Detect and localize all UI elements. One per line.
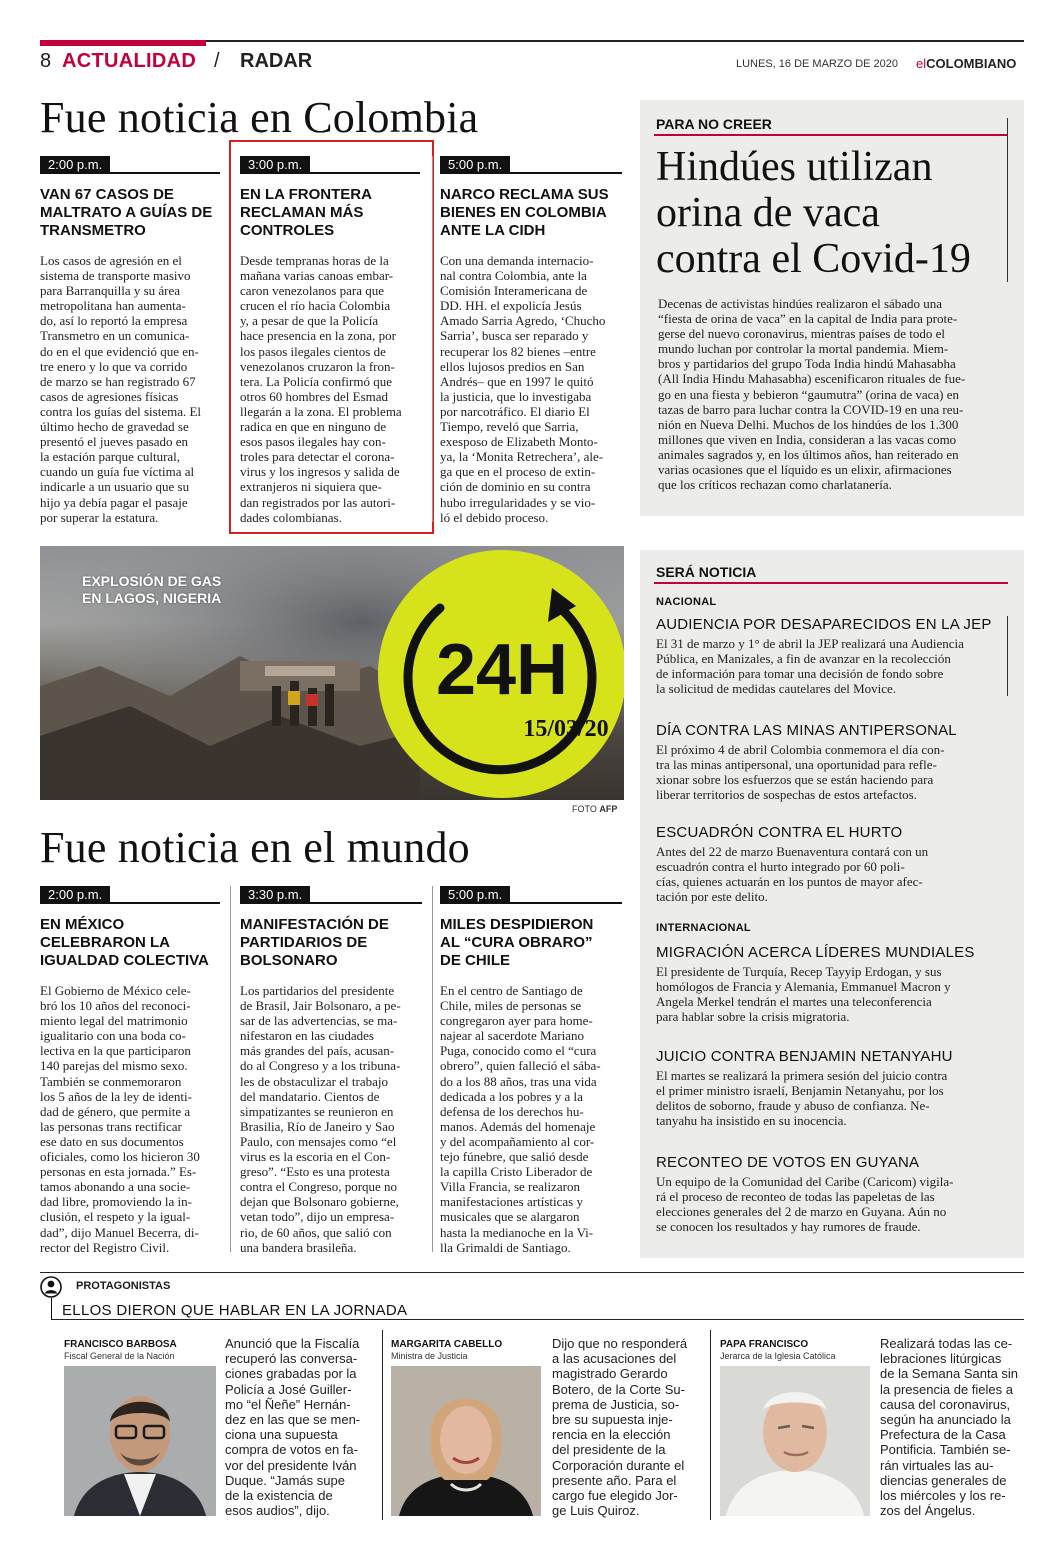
explosion-photo (40, 546, 624, 800)
feature-body: Decenas de activistas hindúes realizaron el sábado una “fiesta de orina de vaca” en la capital de India para prote- gerse del nuevo coronavirus, mientras países de todo el mundo luchan por controlar la mortal pandemia. Miem- bros y partidarios del grupo Toda India hindú Mahasabha (All India Hindu Mahasabha) escenificaron rituales de fue- go en una fiesta y bebieron “gaumutra” (orina de vaca) en tazas de barro para luchar contra la COVID-19 en una reu- nión en Nueva Delhi. Muchos de los hindúes de los 1.300 millones que viven en India, consideran a las vacas como animales sagrados y, en los últimos años, han reiterado en varias ocasiones que el líquido es un elixir, afirmaciones que los críticos rechazan como charlatanería. (658, 296, 966, 493)
column-rule (432, 156, 433, 522)
sera-item-1 (656, 616, 1012, 696)
time-underline (310, 172, 420, 174)
badge-date: 15/03/20 (523, 716, 609, 742)
news-headline: MILES DESPIDIERON AL “CURA OBRARO” DE CHILE (440, 916, 594, 969)
protagonistas-rule (51, 1319, 1024, 1320)
person-photo (64, 1366, 216, 1516)
box-vertical-rule (1007, 118, 1008, 282)
person-photo (720, 1366, 870, 1516)
24h-badge (370, 550, 624, 800)
news-body: El Gobierno de México cele- bró los 10 años del reconoci- miento legal del matrimonio igualitario con una boda co- lectiva en la que participaron 140 parejas del mismo sexo. También se conmemoraron los 5 años de la ley de identi- dad de género, que permite a las personas trans rectificar ese dato en sus documentos oficiales, como los hicieron 30 personas en esta jornada.” Es- tamos abonando a una socie- dad libre, promoviendo la in- clusión, el respeto y la igual- dad”, dijo Manuel Becerra, di- rector del Registro Civil. (40, 983, 200, 1255)
time-label: 3:00 p.m. (240, 156, 310, 174)
kicker-rule (654, 134, 1008, 136)
time-label: 5:00 p.m. (440, 886, 510, 904)
person-statement: Anunció que la Fiscalía recuperó las conversa- ciones grabadas por la Policía a José Guiller- mo “el Ñeñe” Hernán- dez en las que se men- ciona una supuesta compra de votos en fa- vor del presidente Iván Duque. “Jamás supe de la existencia de esos audios”, dijo. (225, 1336, 361, 1519)
colombia-title: Fue noticia en Colombia (40, 93, 479, 142)
column-rule (710, 1330, 711, 1520)
photo-caption: EXPLOSIÓN DE GAS EN LAGOS, NIGERIA (82, 573, 222, 606)
news-headline: VAN 67 CASOS DE MALTRATO A GUÍAS DE TRANSMETRO (40, 186, 213, 239)
time-label: 2:00 p.m. (40, 886, 110, 904)
box-kicker: PARA NO CREER (656, 116, 772, 132)
upcoming-headline: ESCUADRÓN CONTRA EL HURTO (656, 824, 903, 841)
column-rule (230, 886, 231, 1252)
news-headline: EN LA FRONTERA RECLAMAN MÁS CONTROLES (240, 186, 372, 239)
protagonistas-subtitle: ELLOS DIERON QUE HABLAR EN LA JORNADA (62, 1302, 408, 1319)
upcoming-headline: AUDIENCIA POR DESAPARECIDOS EN LA JEP (656, 616, 992, 633)
feature-title: Hindúes utilizan orina de vaca contra el Covid-19 (656, 144, 971, 282)
upcoming-body: El presidente de Turquía, Recep Tayyip Erdogan, y sus homólogos de Francia y Alemania, Emmanuel Macron y Angela Merkel tendrán el martes una teleconferencia para hablar sobre la crisis migratoria. (656, 964, 951, 1025)
person-icon (40, 1276, 62, 1298)
protagonistas-connector (51, 1298, 52, 1320)
issue-date: LUNES, 16 DE MARZO DE 2020 (736, 58, 899, 70)
column-rule (432, 886, 433, 1252)
time-underline (110, 902, 220, 904)
top-accent-bar (40, 40, 206, 46)
para-no-creer-box (640, 100, 1024, 516)
upcoming-body: El próximo 4 de abril Colombia conmemora el día con- tra las minas antipersonal, una oportunidad para refle- xionar sobre los esfuerzos que se están haciendo para liberar territorios de sospechas de estos artefactos. (656, 742, 945, 803)
nacional-label: NACIONAL (656, 596, 717, 608)
protagonistas-top-rule (40, 1272, 1024, 1273)
person-name: PAPA FRANCISCO (720, 1339, 809, 1350)
upcoming-body: El martes se realizará la primera sesión del juicio contra el primer ministro israelí, Benjamin Netanyahu, por los delitos de soborno, fraude y abuso de confianza. Ne- tanyahu ha insistido en su inocencia. (656, 1068, 948, 1129)
mundo-item-3 (440, 886, 622, 1255)
time-underline (510, 902, 622, 904)
section-name: ACTUALIDAD (62, 50, 197, 72)
box-kicker: SERÁ NOTICIA (656, 564, 757, 580)
kicker-rule (654, 582, 1008, 584)
sera-item-2 (656, 722, 1012, 802)
news-headline: MANIFESTACIÓN DE PARTIDARIOS DE BOLSONARO (240, 916, 389, 969)
person-statement: Realizará todas las ce- lebraciones litúrgicas de la Semana Santa sin la presencia de fieles a causa del coronavirus, según ha anunciado la Prefectura de la Casa Pontificia. También se- rán virtuales las au- diencias generales de los miércoles y los re- zos del Ángelus. (880, 1336, 1019, 1519)
person-role: Ministra de Justicia (391, 1351, 468, 1361)
person-statement: Dijo que no responderá a las acusaciones del magistrado Gerardo Botero, de la Corte Su- prema de Justicia, so- bre su supuesta inje- rencia en la elección del presidente de la Corporación durante el presente año. Para el cargo fue elegido Jor- ge Luis Quiroz. (552, 1336, 688, 1519)
sera-item-4 (656, 944, 1012, 1024)
subsection-name: RADAR (240, 50, 313, 72)
upcoming-headline: JUICIO CONTRA BENJAMIN NETANYAHU (656, 1048, 953, 1065)
mundo-item-2 (240, 886, 422, 1255)
box-vertical-rule (1007, 616, 1008, 696)
sera-noticia-box (640, 550, 1024, 1258)
person-name: FRANCISCO BARBOSA (64, 1339, 177, 1350)
news-body: Desde tempranas horas de la mañana varias canoas embar- caron venezolanos para que crucen el río hacia Colombia y, a pesar de que la Policía hace presencia en la zona, por los pasos ilegales cientos de venezolanos cruzaron la fron- tera. La Policía confirmó que otros 60 hombres del Esmad llegarán a la zona. El problema radica en que en ninguno de esos pasos ilegales hay con- troles para detectar el corona- virus y los ingresos y salida de extranjeros ni siquiera que- dan registrados por las autori- dades colombianas. (240, 253, 402, 525)
time-underline (510, 172, 622, 174)
photo-credit: FOTO AFP (572, 804, 618, 814)
sera-item-5 (656, 1048, 1012, 1128)
person-name: MARGARITA CABELLO (391, 1339, 503, 1350)
sera-item-6 (656, 1154, 1012, 1234)
mundo-item-1 (40, 886, 220, 1255)
news-body: Con una demanda internacio- nal contra Colombia, ante la Comisión Interamericana de DD. HH. el expolicía Jesús Amado Sarria Agredo, ‘Chucho Sarria’, busca ser reparado y recuperar los 82 bienes –entre ellos lujosos predios en San Andrés– que en 1997 le quitó la justicia, que lo investigaba por narcotráfico. El diario El Tiempo, reveló que Sarria, exesposo de Elizabeth Monto- ya, la ‘Monita Retrechera’, ale- ga que en el proceso de extin- ción de dominio en su contra hubo irregularidades y se vio- ló el debido proceso. (440, 253, 606, 525)
colombia-item-1 (40, 156, 220, 525)
time-label: 2:00 p.m. (40, 156, 110, 174)
mundo-title: Fue noticia en el mundo (40, 823, 470, 872)
news-body: En el centro de Santiago de Chile, miles de personas se congregaron ayer para home- najear al sacerdote Mariano Puga, conocido como el “cura obrero”, quien falleció el sába- do a los 88 años, tras una vida dedicada a los pobres y a la defensa de los derechos hu- manos. Además del homenaje y del acompañamiento al cor- tejo fúnebre, que salió desde la capilla Cristo Liberador de Villa Francia, se realizaron manifestaciones artísticas y musicales que se alargaron hasta la medianoche en la Vi- lla Grimaldi de Santiago. (440, 983, 601, 1255)
newspaper-logo: elCOLOMBIANO (916, 56, 1017, 71)
badge-text: 24H (435, 630, 569, 710)
news-headline: EN MÉXICO CELEBRARON LA IGUALDAD COLECTIVA (40, 916, 209, 969)
sera-item-3 (656, 824, 1012, 904)
news-body: Los casos de agresión en el sistema de transporte masivo para Barranquilla y su área metropolitana han aumenta- do, así lo reportó la empresa Transmetro en un comunica- do en el que evidenció que en- tre enero y lo que va corrido de marzo se han registrado 67 casos de agresiones físicas contra los guías del sistema. El último hecho de gravedad se presentó el jueves pasado en la estación parque cultural, cuando un guía fue víctima al indicarle a un usuario que su hijo ya debía pagar el pasaje por superar la estatura. (40, 253, 202, 525)
upcoming-headline: DÍA CONTRA LAS MINAS ANTIPERSONAL (656, 722, 957, 739)
time-label: 5:00 p.m. (440, 156, 510, 174)
column-rule (382, 1330, 383, 1520)
time-label: 3:30 p.m. (240, 886, 310, 904)
time-underline (110, 172, 220, 174)
upcoming-body: El 31 de marzo y 1° de abril la JEP realizará una Audiencia Pública, en Manizales, a fin de avanzar en la recolección de información para tomar una decisión de fondo sobre la solicitud de medidas cautelares del Movice. (656, 636, 964, 697)
news-body: Los partidarios del presidente de Brasil, Jair Bolsonaro, a pe- sar de las advertencias, se ma- nifestaron en las ciudades más grandes del país, acusan- do al Congreso y a los tribuna- les de obstaculizar el trabajo del mandatario. Cientos de simpatizantes se reunieron en Brasilia, Río de Janeiro y Sao Paulo, con mensajes como “el virus es la escoria en el Con- greso”. “Esto es una protesta contra el Congreso, porque no dejan que Bolsonaro gobierne, vetan todo”, dijo un empresa- rio, de 60 años, que salió con una bandera brasileña. (240, 983, 401, 1255)
protagonistas-kicker: PROTAGONISTAS (76, 1280, 171, 1292)
colombia-item-2 (240, 156, 420, 525)
colombia-item-3 (440, 156, 622, 525)
news-headline: NARCO RECLAMA SUS BIENES EN COLOMBIA ANTE LA CIDH (440, 186, 609, 239)
person-role: Jerarca de la Iglesia Católica (720, 1351, 836, 1361)
upcoming-body: Un equipo de la Comunidad del Caribe (Caricom) vigila- rá el proceso de reconteo de todas las papeletas de las elecciones generales del 2 de marzo en Guyana. Aún no se conocen los resultados y hay rumores de fraude. (656, 1174, 954, 1235)
time-underline (310, 902, 422, 904)
section-separator: / (214, 50, 220, 72)
person-photo (391, 1366, 541, 1516)
internacional-label: INTERNACIONAL (656, 922, 751, 934)
upcoming-headline: MIGRACIÓN ACERCA LÍDERES MUNDIALES (656, 944, 975, 961)
page-number: 8 (40, 50, 52, 72)
person-role: Fiscal General de la Nación (64, 1351, 175, 1361)
upcoming-headline: RECONTEO DE VOTOS EN GUYANA (656, 1154, 920, 1171)
upcoming-body: Antes del 22 de marzo Buenaventura contará con un escuadrón contra el hurto integrado por 60 poli- cías, quienes actuarán en los puntos de mayor afec- tación por este delito. (656, 844, 929, 905)
